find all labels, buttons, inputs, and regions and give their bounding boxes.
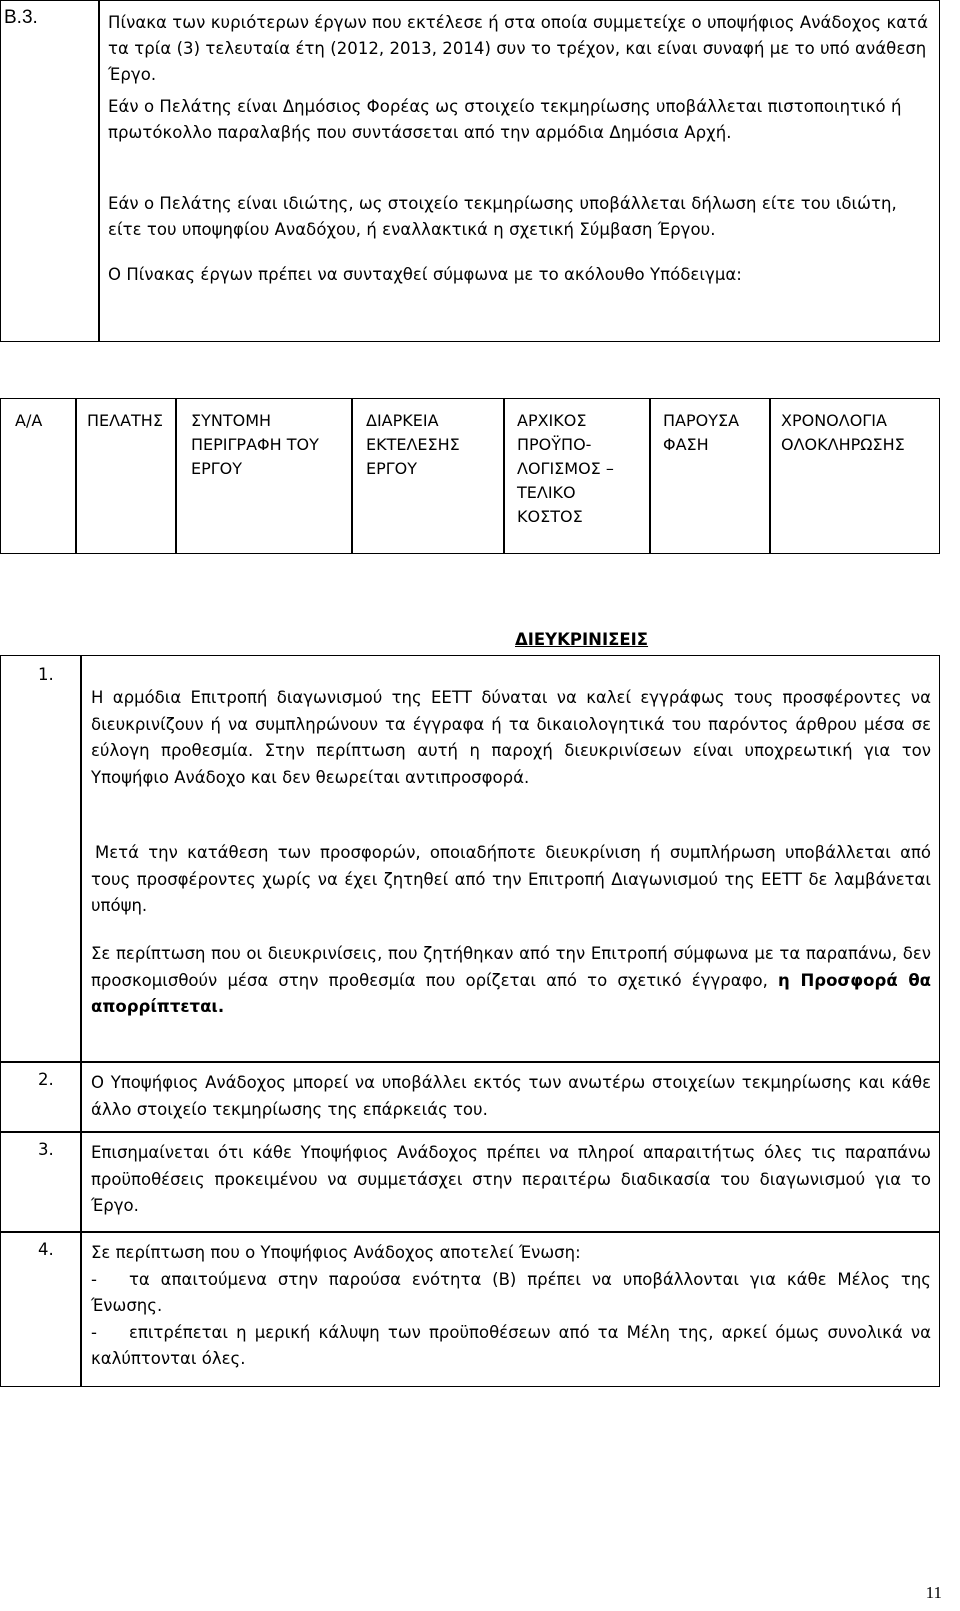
bullet-text: επιτρέπεται η μερική κάλυψη των προϋποθέσεων από τα Μέλη της, αρκεί όμως συνολικά να καλύπτονται όλες. (91, 1322, 931, 1368)
item-3-text (91, 1140, 931, 1220)
list-row-divider (1, 1131, 939, 1133)
table-column-divider (351, 399, 353, 553)
bullet-text: τα απαιτούμενα στην παρούσα ενότητα (Β) πρέπει να υποβάλλονται για κάθε Μέλος της Ένωσης. (91, 1269, 931, 1315)
paragraph-text: Ο Υποψήφιος Ανάδοχος μπορεί να υποβάλλει εκτός των ανωτέρω στοιχείων τεκμηρίωσης και κάθε άλλο στοιχείο τεκμηρίωσης της επάρκειάς του. (91, 1073, 931, 1119)
item-1-paragraph-1 (91, 685, 931, 791)
paragraph-text: Σε περίπτωση που οι διευκρινίσεις, που ζητήθηκαν από την Επιτροπή σύμφωνα με τα παραπάνω, δεν προσκομισθούν μέσα στην προθεσμία που ορίζεται από το σχετικό έγγραφο, (91, 944, 931, 990)
item-number: 2. (38, 1070, 54, 1089)
item-number: 1. (38, 665, 54, 684)
item-4-text (91, 1240, 931, 1373)
clarifications-table (0, 655, 940, 1387)
table-column-divider (503, 399, 505, 553)
bullet-dash: - (91, 1269, 97, 1289)
paragraph-text: Ο Πίνακας έργων πρέπει να συνταχθεί σύμφωνα με το ακόλουθο Υπόδειγμα: (108, 265, 742, 284)
paragraph-text: Εάν ο Πελάτης είναι Δημόσιος Φορέας ως στοιχείο τεκμηρίωσης υποβάλλεται πιστοποιητικό ή πρωτόκολλο παραλαβής που συντάσσεται από την αρμόδια Δημόσια Αρχή. (108, 97, 902, 142)
list-row-divider (1, 1061, 939, 1063)
item-1-paragraph-3 (91, 941, 931, 1021)
bullet-item (91, 1267, 931, 1320)
table-header-aa: Α/Α (15, 411, 43, 430)
item-number: 3. (38, 1140, 54, 1159)
paragraph-text: Εάν ο Πελάτης είναι ιδιώτης, ως στοιχείο τεκμηρίωσης υποβάλλεται δήλωση είτε του ιδιώτη, είτε του υποψηφίου Αναδόχου, ή εναλλακτικά η σχετική Σύμβαση Έργου. (108, 194, 897, 239)
page-number: 11 (925, 1583, 942, 1602)
table-header-current-phase: ΠΑΡΟΥΣΑ ΦΑΣΗ (663, 411, 740, 454)
table-header-completion-date: ΧΡΟΝΟΛΟΓΙΑ ΟΛΟΚΛΗΡΩΣΗΣ (781, 411, 905, 454)
table-column-divider (769, 399, 771, 553)
section-number: B.3. (4, 7, 38, 28)
section-divider (98, 0, 100, 342)
section-paragraph-4 (108, 262, 934, 288)
item-2-text (91, 1070, 931, 1123)
table-column-divider (75, 399, 77, 553)
table-header-budget: ΑΡΧΙΚΟΣ ΠΡΟΫΠΟ-ΛΟΓΙΣΜΟΣ – ΤΕΛΙΚΟ ΚΟΣΤΟΣ (517, 411, 614, 526)
bullet-dash: - (91, 1322, 97, 1342)
list-row-divider (1, 1231, 939, 1233)
table-header-duration: ΔΙΑΡΚΕΙΑ ΕΚΤΕΛΕΣΗΣ ΕΡΓΟΥ (366, 411, 460, 478)
paragraph-text: Επισημαίνεται ότι κάθε Υποψήφιος Ανάδοχος πρέπει να πληροί απαραιτήτως όλες τις παραπάνω προϋποθέσεις προκειμένου να συμμετάσχει στην περαιτέρω διαδικασία του διαγωνισμού για το Έργο. (91, 1143, 931, 1215)
section-paragraph-1 (108, 10, 934, 88)
table-header-client: ΠΕΛΑΤΗΣ (87, 411, 163, 430)
item-1-paragraph-2 (91, 840, 931, 920)
section-paragraph-2 (108, 94, 934, 146)
table-column-divider (649, 399, 651, 553)
clarifications-heading: ΔΙΕΥΚΡΙΝΙΣΕΙΣ (515, 630, 649, 649)
projects-table-template (0, 398, 940, 554)
table-header-description: ΣΥΝΤΟΜΗ ΠΕΡΙΓΡΑΦΗ ΤΟΥ ΕΡΓΟΥ (191, 411, 319, 478)
item-number: 4. (38, 1240, 54, 1259)
bold-emphasis: η Προσφορά θα απορρίπτεται. (91, 970, 931, 1016)
paragraph-text: Πίνακα των κυριότερων έργων που εκτέλεσε ή στα οποία συμμετείχε ο υποψήφιος Ανάδοχος κατά τα τρία (3) τελευταία έτη (2012, 2013, 2014) συν το τρέχον, και είναι συναφή με το υπό ανάθεση Έργο. (108, 13, 929, 84)
table-column-divider (175, 399, 177, 553)
paragraph-text: Σε περίπτωση που ο Υποψήφιος Ανάδοχος αποτελεί Ένωση: (91, 1243, 581, 1262)
paragraph-text: Η αρμόδια Επιτροπή διαγωνισμού της ΕΕΤΤ δύναται να καλεί εγγράφως τους προσφέροντες να διευκρινίζουν ή να συμπληρώνουν τα έγγραφα ή τα δικαιολογητικά του παρόντος άρθρου μέσα σε εύλογη προθεσμία. Στην περίπτωση αυτή η παροχή διευκρινίσεων είναι υποχρεωτική για τον Υποψήφιο Ανάδοχο και δεν θεωρείται αντιπροσφορά. (91, 688, 931, 787)
paragraph-text: Μετά την κατάθεση των προσφορών, οποιαδήποτε διευκρίνιση ή συμπλήρωση υποβάλλεται από τους προσφέροντες χωρίς να έχει ζητηθεί από την Επιτροπή Διαγωνισμού της ΕΕΤΤ δε λαμβάνεται υπόψη. (91, 843, 931, 915)
bullet-item (91, 1320, 931, 1373)
section-paragraph-3 (108, 191, 934, 243)
list-column-divider (80, 656, 82, 1386)
